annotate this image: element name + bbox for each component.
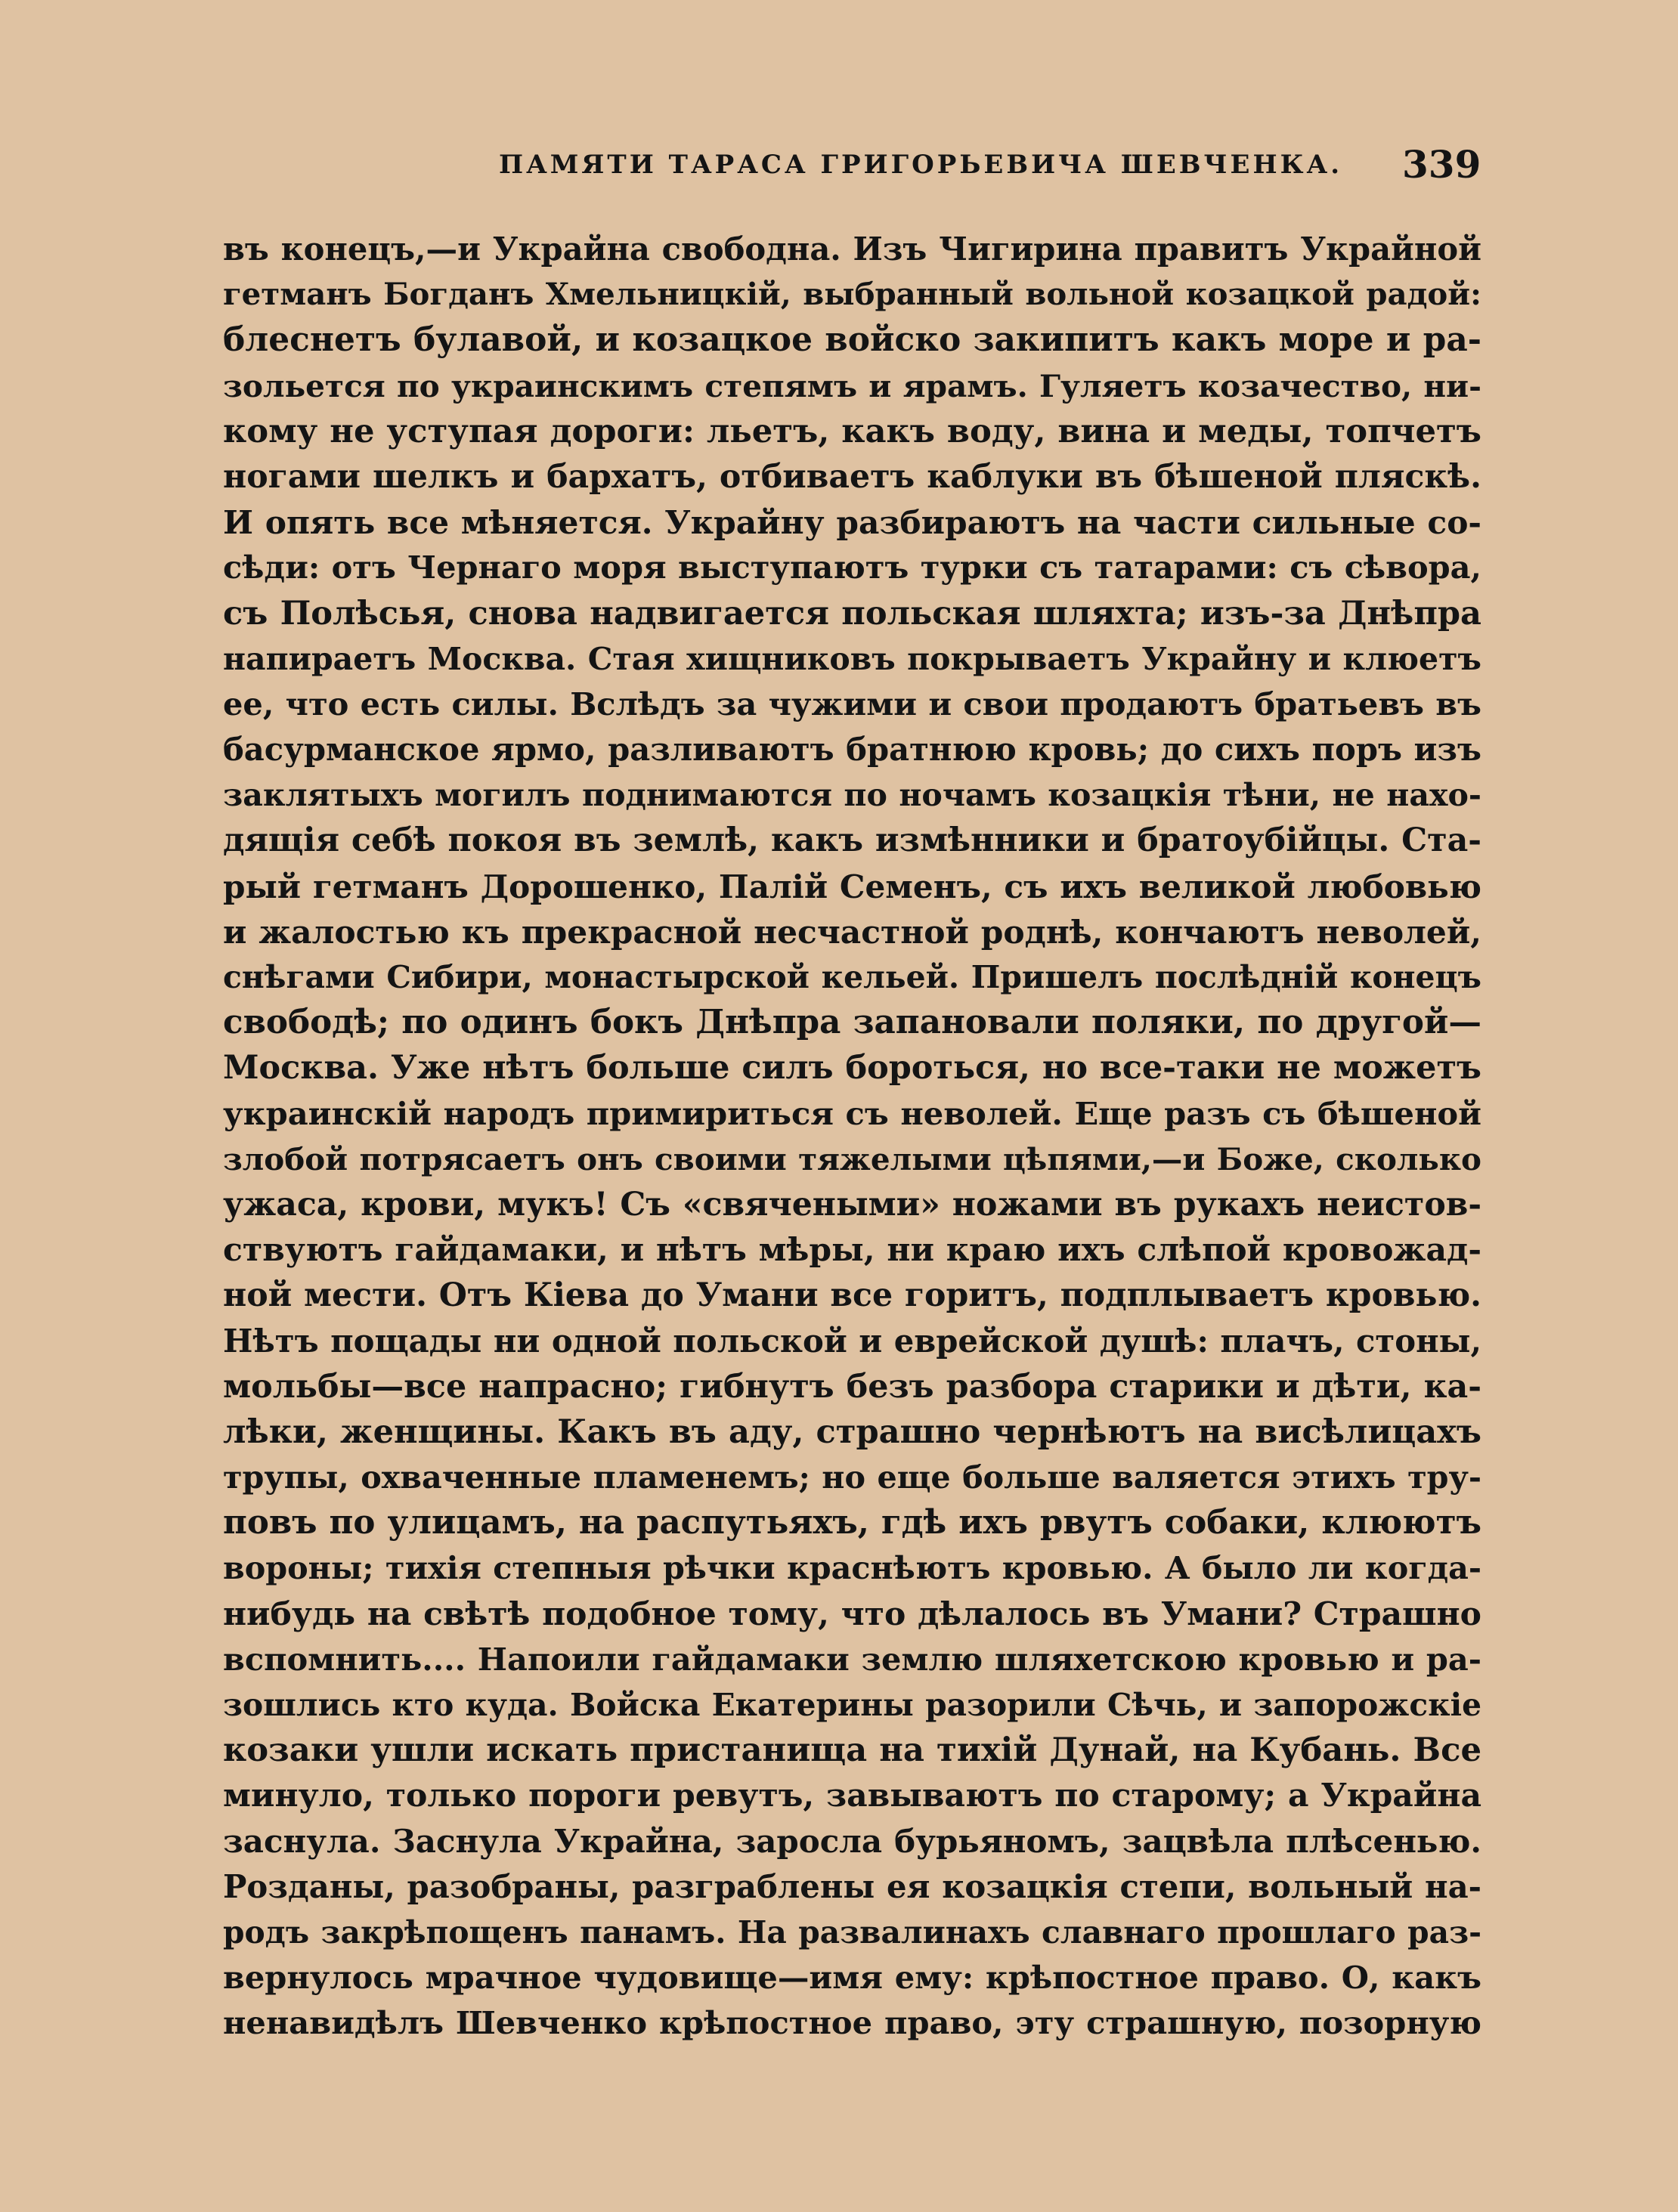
text-line: заснула. Заснула Украйна, заросла бурьяномъ, зацвѣла плѣсенью.: [223, 1822, 1481, 1860]
body-text: [223, 227, 1481, 2046]
page-number: 339: [1402, 142, 1481, 187]
text-line: лѣки, женщины. Какъ въ аду, страшно чернѣютъ на висѣлицахъ: [223, 1412, 1481, 1451]
text-line: Нѣтъ пощады ни одной польской и еврейской душѣ: плачъ, стоны,: [223, 1322, 1481, 1360]
text-line: ужаса, крови, мукъ! Съ «свячеными» ножами въ рукахъ неистов-: [223, 1185, 1481, 1224]
text-line: дящія себѣ покоя въ землѣ, какъ измѣнники и братоубійцы. Ста-: [223, 821, 1481, 860]
text-line: повъ по улицамъ, на распутьяхъ, гдѣ ихъ рвутъ собаки, клюютъ: [223, 1503, 1481, 1542]
text-line: козаки ушли искать пристанища на тихій Дунай, на Кубань. Все: [223, 1731, 1481, 1770]
text-line: родъ закрѣпощенъ панамъ. На развалинахъ славнаго прошлаго раз-: [223, 1913, 1481, 1951]
running-title: ПАМЯТИ ТАРАСА ГРИГОРЬЕВИЧА ШЕВЧЕНКА.: [499, 150, 1343, 180]
text-line: вороны; тихія степныя рѣчки краснѣютъ кровью. А было ли когда-: [223, 1549, 1481, 1587]
text-line: зольется по украинскимъ степямъ и ярамъ. Гуляетъ козачество, ни-: [223, 367, 1481, 404]
text-line: снѣгами Сибири, монастырской кельей. Пришелъ послѣдній конецъ: [223, 959, 1481, 995]
text-line: Розданы, разобраны, разграблены ея козацкія степи, вольный на-: [223, 1867, 1481, 1905]
text-line: ногами шелкъ и бархатъ, отбиваетъ каблуки въ бѣшеной пляскѣ.: [223, 457, 1481, 496]
text-line: вернулось мрачное чудовище—имя ему: крѣпостное право. О, какъ: [223, 1959, 1481, 1997]
text-line: кому не уступая дороги: льетъ, какъ воду, вина и меды, топчетъ: [223, 411, 1481, 450]
text-line: гетманъ Богданъ Хмельницкій, выбранный вольной козацкой радой:: [223, 277, 1481, 313]
text-line: басурманское ярмо, разливаютъ братнюю кровь; до сихъ поръ изъ: [223, 731, 1481, 769]
text-line: Москва. Уже нѣтъ больше силъ бороться, но все-таки не можетъ: [223, 1049, 1481, 1087]
text-line: въ конецъ,—и Украйна свободна. Изъ Чигирина правитъ Украйной: [223, 230, 1481, 268]
text-line: ненавидѣлъ Шевченко крѣпостное право, эту страшную, позорную: [223, 2004, 1481, 2042]
text-line: мольбы—все напрасно; гибнутъ безъ разбора старики и дѣти, ка-: [223, 1367, 1481, 1406]
text-line: вспомнить.... Напоили гайдамаки землю шляхетскою кровью и ра-: [223, 1640, 1481, 1678]
text-line: сѣди: отъ Чернаго моря выступаютъ турки съ татарами: съ сѣвора,: [223, 549, 1481, 586]
text-line: зошлись кто куда. Войска Екатерины разорили Сѣчь, и запорожскіе: [223, 1687, 1481, 1723]
text-line: свободѣ; по одинъ бокъ Днѣпра запановали поляки, по другой—: [223, 1003, 1481, 1042]
text-line: блеснетъ булавой, и козацкое войско закипитъ какъ море и ра-: [223, 320, 1481, 360]
text-line: ее, что есть силы. Вслѣдъ за чужими и свои продаютъ братьевъ въ: [223, 685, 1481, 722]
text-line: съ Полѣсья, снова надвигается польская шляхта; изъ-за Днѣпра: [223, 594, 1481, 633]
text-line: злобой потрясаетъ онъ своими тяжелыми цѣпями,—и Боже, сколько: [223, 1140, 1481, 1177]
text-line: и жалостью къ прекрасной несчастной роднѣ, кончаютъ неволей,: [223, 912, 1481, 951]
text-line: И опять все мѣняется. Украйну разбираютъ на части сильные со-: [223, 503, 1481, 542]
text-line: рый гетманъ Дорошенко, Палій Семенъ, съ ихъ великой любовью: [223, 867, 1481, 905]
text-line: ствуютъ гайдамаки, и нѣтъ мѣры, ни краю ихъ слѣпой кровожад-: [223, 1231, 1481, 1270]
text-line: трупы, охваченные пламенемъ; но еще больше валяется этихъ тру-: [223, 1459, 1481, 1496]
text-line: украинскій народъ примириться съ неволей. Еще разъ съ бѣшеной: [223, 1094, 1481, 1132]
text-line: напираетъ Москва. Стая хищниковъ покрываетъ Украйну и клюетъ: [223, 640, 1481, 677]
text-line: заклятыхъ могилъ поднимаются по ночамъ козацкія тѣни, не нахо-: [223, 776, 1481, 814]
text-line: ной мести. Отъ Кіева до Умани все горитъ, подплываетъ кровью.: [223, 1276, 1481, 1315]
text-line: нибудь на свѣтѣ подобное тому, что дѣлалось въ Умани? Страшно: [223, 1595, 1481, 1633]
text-line: минуло, только пороги ревутъ, завываютъ по старому; а Украйна: [223, 1777, 1481, 1815]
